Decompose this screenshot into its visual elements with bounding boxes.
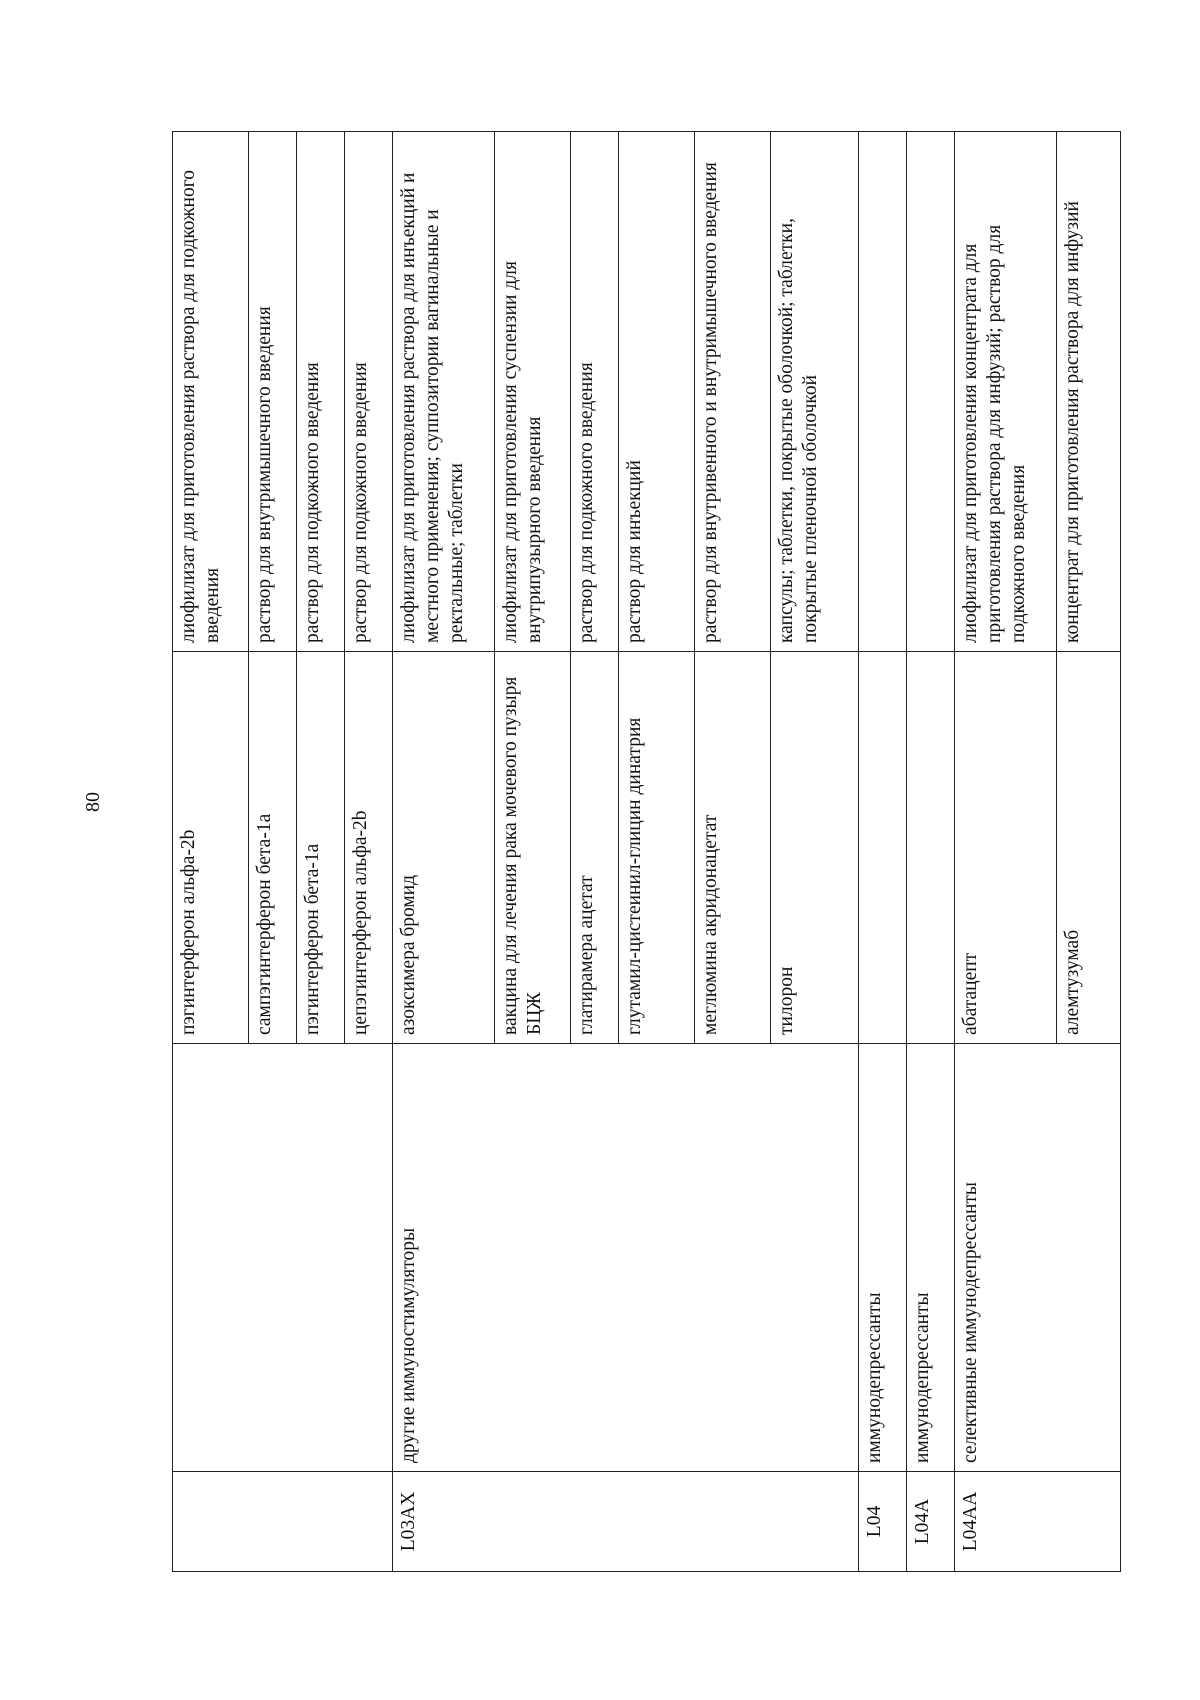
substance-cell: тилорон [771,652,859,1044]
substance-cell [907,652,955,1044]
substance-cell: цепэгинтерферон альфа-2b [345,652,393,1044]
drug-table [172,131,1121,1572]
dosage-form-cell [907,132,955,652]
substance-cell: вакцина для лечения рака мочевого пузыря БЦЖ [495,652,571,1044]
group-name-cell: другие иммуностимуляторы [393,1044,859,1472]
dosage-form-cell: раствор для внутримышечного введения [249,132,297,652]
atc-code-cell: L04 [859,1472,907,1572]
dosage-form-cell: раствор для подкожного введения [297,132,345,652]
substance-cell: пэгинтерферон бета-1a [297,652,345,1044]
substance-cell: глутамил-цистеинил-глицин динатрия [619,652,695,1044]
dosage-form-cell: концентрат для приготовления раствора для инфузий [1057,132,1121,652]
dosage-form-cell: раствор для внутривенного и внутримышечного введения [695,132,771,652]
substance-cell: сампэгинтерферон бета-1a [249,652,297,1044]
substance-cell: меглюмина акридонацетат [695,652,771,1044]
table-row [859,132,907,1572]
table-row [173,132,249,1572]
dosage-form-cell: лиофилизат для приготовления концентрата для приготовления раствора для инфузий; раствор для подкожного введения [955,132,1057,652]
dosage-form-cell: раствор для подкожного введения [345,132,393,652]
group-name-cell: селективные иммунодепрессанты [955,1044,1121,1472]
substance-cell: пэгинтерферон альфа-2b [173,652,249,1044]
substance-cell [859,652,907,1044]
atc-code-cell [173,1472,393,1572]
atc-code-cell: L04AA [955,1472,1121,1572]
group-name-cell: иммунодепрессанты [907,1044,955,1472]
dosage-form-cell: раствор для инъекций [619,132,695,652]
table-row [955,132,1057,1572]
dosage-form-cell: лиофилизат для приготовления раствора для инъекций и местного применения; суппозитории вагинальные и ректальные; таблетки [393,132,495,652]
substance-cell: глатирамера ацетат [571,652,619,1044]
rotated-page-content [172,132,1120,1572]
dosage-form-cell: лиофилизат для приготовления раствора для подкожного введения [173,132,249,652]
substance-cell: алемтузумаб [1057,652,1121,1044]
substance-cell: абатацепт [955,652,1057,1044]
table-row [393,132,495,1572]
group-name-cell: иммунодепрессанты [859,1044,907,1472]
table-row [907,132,955,1572]
atc-code-cell: L04A [907,1472,955,1572]
substance-cell: азоксимера бромид [393,652,495,1044]
dosage-form-cell: раствор для подкожного введения [571,132,619,652]
dosage-form-cell: лиофилизат для приготовления суспензии для внутрипузырного введения [495,132,571,652]
atc-code-cell: L03AX [393,1472,859,1572]
page-number: 80 [82,792,104,812]
group-name-cell [173,1044,393,1472]
dosage-form-cell [859,132,907,652]
dosage-form-cell: капсулы; таблетки, покрытые оболочкой; таблетки, покрытые пленочной оболочкой [771,132,859,652]
